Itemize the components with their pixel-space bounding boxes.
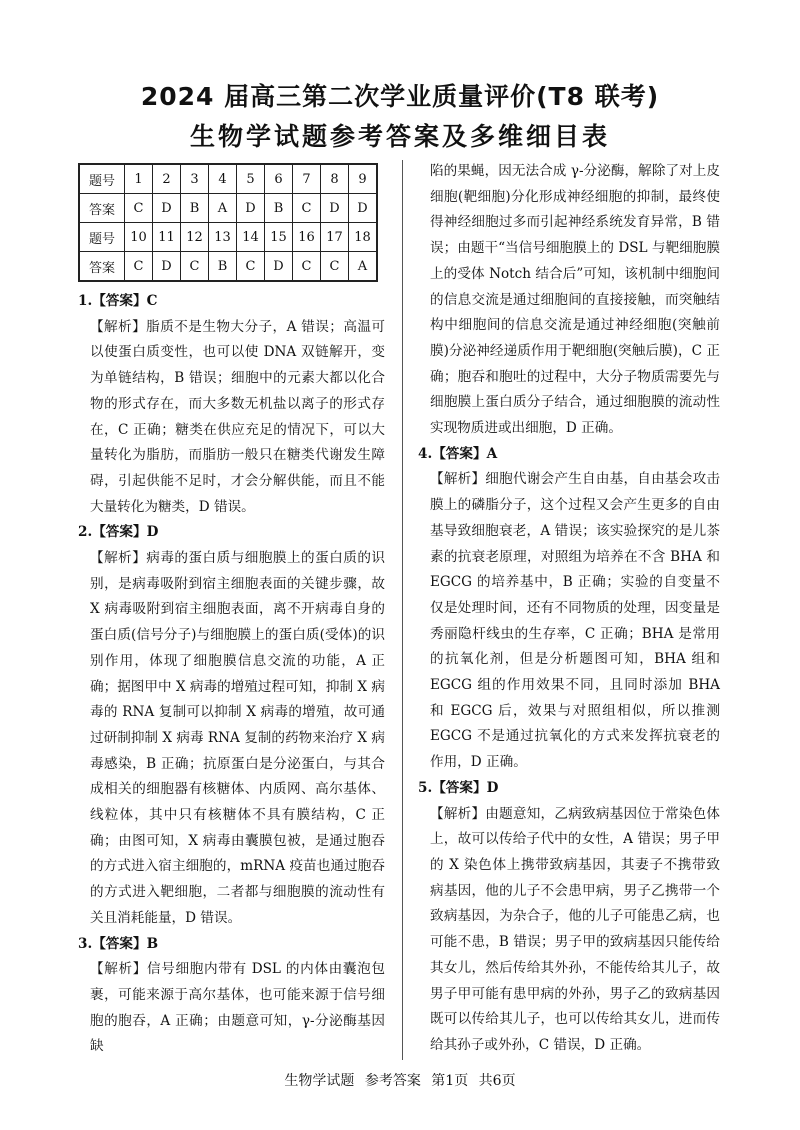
answer-table-cell: C (125, 252, 153, 282)
answer-table-cell: D (153, 252, 181, 282)
answer-table-cell: 7 (293, 164, 321, 194)
answer-table-cell: 9 (349, 164, 378, 194)
answer-table-cell: 3 (181, 164, 209, 194)
q1-analysis: 【解析】脂质不是生物大分子，A 错误；高温可以使蛋白质变性，也可以使 DNA 双链解开，变为单链结构，B 错误；细胞中的元素大都以化合物的形式存在，而大多数无机盐以离子的形式存在，C 正确；糖类在供应充足的情况下，可以大量转化为脂肪，而脂肪一般只在糖类代谢发生障碍，引起供能不足时，才会分解供能，而且不能大量转化为糖类，D 错误。 (90, 318, 385, 515)
answer-table-cell: 10 (125, 223, 153, 252)
answer-table-row (79, 164, 377, 194)
answer-table-cell: B (265, 194, 293, 223)
q4-answer: 4.【答案】A (418, 445, 498, 462)
answer-table-row (79, 252, 377, 282)
answer-table-cell: C (293, 252, 321, 282)
left-column (78, 289, 385, 1060)
answer-table-row (79, 223, 377, 252)
answer-table-header-cell: 题号 (79, 223, 125, 252)
page-title: 2024 届高三第二次学业质量评价(T8 联考) (140, 82, 660, 111)
q5-analysis: 【解析】由题意知，乙病致病基因位于常染色体上，故可以传给子代中的女性，A 错误；男子甲的 X 染色体上携带致病基因，其妻子不携带致病基因，他的儿子不会患甲病，男子乙携带一个致病基因，为杂合子，他的儿子可能患乙病，也可能不患，B 错误；男子甲的致病基因只能传给其女儿，然后传给其外孙，不能传给其儿子，故男子甲可能有患甲病的外孙，男子乙的致病基因既可以传给其儿子，也可以传给其女儿，进而传给其孙子或外孙，C 错误，D 正确。 (430, 805, 720, 1053)
answer-table-cell: 17 (321, 223, 349, 252)
q2-analysis: 【解析】病毒的蛋白质与细胞膜上的蛋白质的识别，是病毒吸附到宿主细胞表面的关键步骤，故 X 病毒吸附到宿主细胞表面，离不开病毒自身的蛋白质(信号分子)与细胞膜上的蛋白质(受体)的识别作用，体现了细胞膜信息交流的功能，A 正确；据图甲中 X 病毒的增殖过程可知，抑制 X 病毒的 RNA 复制可以抑制 X 病毒的增殖，故可通过研制抑制 X 病毒 RNA 复制的药物来治疗 X 病毒感染，B 正确；抗原蛋白是分泌蛋白，与其合成相关的细胞器有核糖体、内质网、高尔基体、线粒体，其中只有核糖体不具有膜结构，C 正确；由图可知，X 病毒由囊膜包被，是通过胞吞的方式进入宿主细胞的，mRNA 疫苗也通过胞吞的方式进入靶细胞，二者都与细胞膜的流动性有关且消耗能量，D 错误。 (90, 550, 385, 926)
answer-table-cell: A (349, 252, 378, 282)
answer-table-cell: B (209, 252, 237, 282)
column-divider (402, 160, 403, 1060)
q1-answer: 1.【答案】C (78, 293, 158, 309)
answer-table-cell: D (349, 194, 378, 223)
answer-table-cell: B (181, 194, 209, 223)
answer-table-cell: D (321, 194, 349, 223)
answer-table-cell: C (237, 252, 265, 282)
answer-table-cell: C (321, 252, 349, 282)
q5-answer: 5.【答案】D (418, 779, 499, 796)
answer-table-cell: 6 (265, 164, 293, 194)
answer-table-cell: D (237, 194, 265, 223)
answer-table-cell: 2 (153, 164, 181, 194)
answer-table-cell: 18 (349, 223, 378, 252)
answer-table-row (79, 194, 377, 223)
answer-table-cell: 1 (125, 164, 153, 194)
answer-table-cell: 12 (181, 223, 209, 252)
answer-table-header-cell: 题号 (79, 164, 125, 194)
answer-table-cell: 16 (293, 223, 321, 252)
answer-table-cell: 13 (209, 223, 237, 252)
page-footer: 生物学试题 参考答案 第1页 共6页 (284, 1073, 516, 1089)
answer-table-cell: C (181, 252, 209, 282)
answer-table-header-cell: 答案 (79, 194, 125, 223)
right-column (418, 159, 720, 1059)
answer-table-header-cell: 答案 (79, 252, 125, 282)
q4-analysis: 【解析】细胞代谢会产生自由基，自由基会攻击膜上的磷脂分子，这个过程又会产生更多的自由基导致细胞衰老，A 错误；该实验探究的是儿茶素的抗衰老原理，对照组为培养在不含 BHA 和 EGCG 的培养基中，B 正确；实验的自变量不仅是处理时间，还有不同物质的处理，因变量是秀丽隐杆线虫的生存率，C 正确；BHA 是常用的抗氧化剂，但是分析题图可知，BHA 组和 EGCG 组的作用效果不同，且同时添加 BHA 和 EGCG 后，效果与对照组相似，所以推测 EGCG 不是通过抗氧化的方式来发挥抗衰老的作用，D 正确。 (430, 471, 720, 771)
answer-table-cell: A (209, 194, 237, 223)
answer-table-cell: 14 (237, 223, 265, 252)
answer-table-cell: 5 (237, 164, 265, 194)
q2-answer: 2.【答案】D (78, 524, 159, 541)
answer-table-cell: 15 (265, 223, 293, 252)
answer-table-cell: 4 (209, 164, 237, 194)
answer-table-cell: C (293, 194, 321, 223)
answer-table-cell: D (265, 252, 293, 282)
q3-analysis-part2: 陷的果蝇，因无法合成 γ-分泌酶，解除了对上皮细胞(靶细胞)分化形成神经细胞的抑制，最终使得神经细胞过多而引起神经系统发育异常，B 错误；由题干“当信号细胞膜上的 DSL 与靶细胞膜上的受体 Notch 结合后”可知，该机制中细胞间的信息交流是通过细胞间的直接接触，而突触结构中细胞间的信息交流是通过神经细胞(突触前膜)分泌神经递质作用于靶细胞(突触后膜)，C 正确；胞吞和胞吐的过程中，大分子物质需要先与细胞膜上蛋白质分子结合，通过细胞膜的流动性实现物质进或出细胞，D 正确。 (430, 163, 720, 437)
q3-answer: 3.【答案】B (78, 935, 159, 952)
answer-table (78, 163, 378, 282)
q3-analysis-part1: 【解析】信号细胞内带有 DSL 的内体由囊泡包裹，可能来源于高尔基体，也可能来源于信号细胞的胞吞，A 正确；由题意可知，γ-分泌酶基因缺 (90, 961, 385, 1055)
answer-table-cell: 8 (321, 164, 349, 194)
answer-table-cell: C (125, 194, 153, 223)
page-subtitle: 生物学试题参考答案及多维细目表 (189, 122, 610, 151)
answer-table-cell: 11 (153, 223, 181, 252)
answer-table-cell: D (153, 194, 181, 223)
